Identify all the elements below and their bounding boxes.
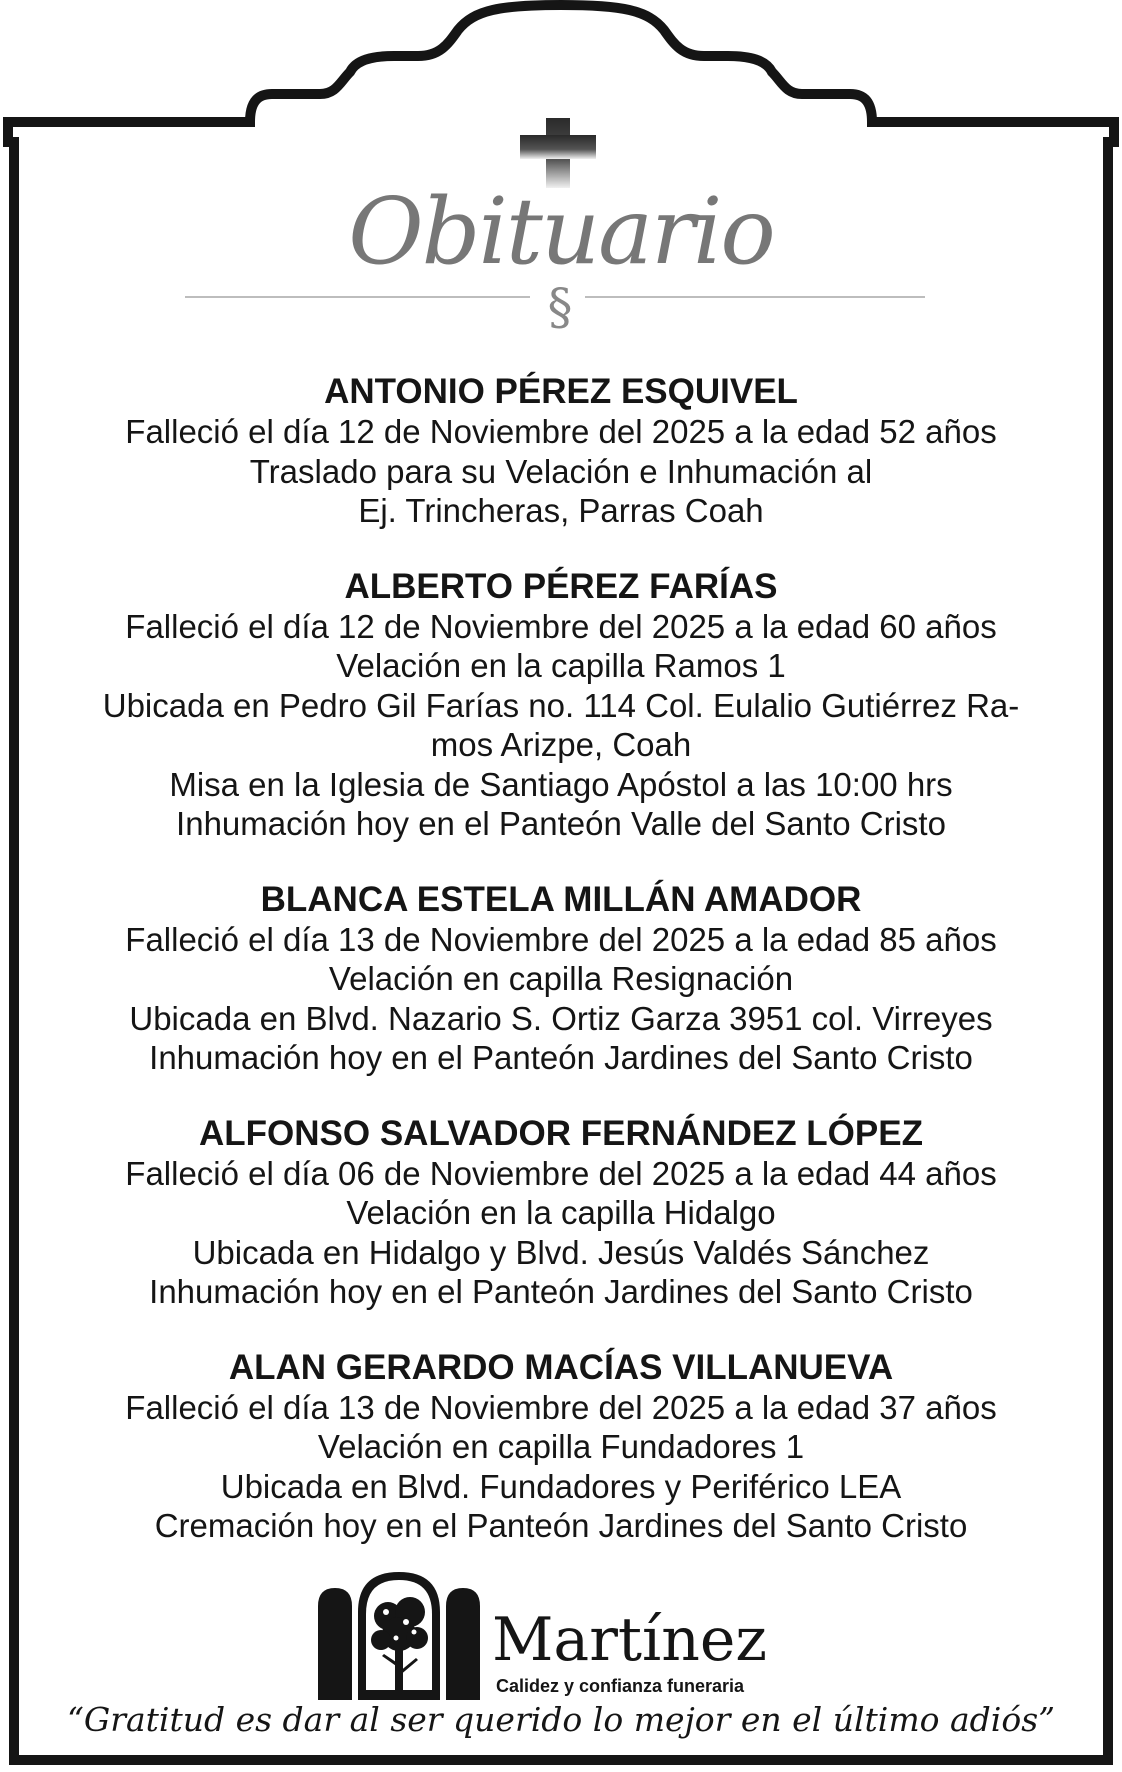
divider-right [585, 296, 925, 298]
entry-line: Ubicada en Pedro Gil Farías no. 114 Col. Eulalio Gutiérrez Ra- [102, 686, 1020, 724]
obituary-entry [40, 1348, 1082, 1546]
deceased-name: BLANCA ESTELA MILLÁN AMADOR [260, 879, 862, 919]
ornament-icon: § [547, 278, 573, 336]
brand-tagline: Calidez y confianza funeraria [496, 1676, 745, 1696]
entry-line: Misa en la Iglesia de Santiago Apóstol a las 10:00 hrs [169, 765, 953, 803]
entry-line: Inhumación hoy en el Panteón Valle del Santo Cristo [176, 805, 946, 842]
obituary-entry [40, 1114, 1082, 1312]
entry-line: Falleció el día 06 de Noviembre del 2025 a la edad 44 años [125, 1154, 997, 1192]
entry-line: Cremación hoy en el Panteón Jardines del Santo Cristo [154, 1507, 968, 1544]
deceased-name: ANTONIO PÉREZ ESQUIVEL [324, 372, 798, 411]
closing-quote: “Gratitud es dar al ser querido lo mejor en el último adiós” [66, 1700, 1056, 1739]
entry-line: Inhumación hoy en el Panteón Jardines del Santo Cristo [149, 1273, 973, 1310]
entry-line: Velación en capilla Resignación [328, 960, 794, 997]
entry-line: Falleció el día 12 de Noviembre del 2025 a la edad 60 años [125, 607, 997, 645]
entry-line: mos Arizpe, Coah [430, 726, 692, 763]
entry-line: Velación en la capilla Hidalgo [346, 1194, 776, 1231]
entry-line: Ubicada en Blvd. Nazario S. Ortiz Garza 3951 col. Virreyes [129, 999, 993, 1037]
entry-line: Traslado para su Velación e Inhumación al [249, 452, 873, 490]
entry-line: Inhumación hoy en el Panteón Jardines del Santo Cristo [149, 1039, 973, 1076]
obituary-list [40, 372, 1082, 1582]
entry-line: Ej. Trincheras, Parras Coah [358, 492, 764, 529]
entry-line: Ubicada en Blvd. Fundadores y Periférico LEA [220, 1467, 902, 1505]
obituary-entry [40, 567, 1082, 844]
divider-left [185, 296, 530, 298]
entry-line: Velación en la capilla Ramos 1 [336, 647, 786, 684]
deceased-name: ALAN GERARDO MACÍAS VILLANUEVA [228, 1347, 894, 1387]
deceased-name: ALFONSO SALVADOR FERNÁNDEZ LÓPEZ [199, 1113, 923, 1153]
deceased-name: ALBERTO PÉREZ FARÍAS [344, 566, 778, 606]
entry-line: Falleció el día 12 de Noviembre del 2025 a la edad 52 años [125, 413, 997, 450]
funeral-home-logo-icon [318, 1572, 480, 1700]
page-title: Obituario [348, 178, 774, 285]
entry-line: Ubicada en Hidalgo y Blvd. Jesús Valdés Sánchez [192, 1233, 930, 1271]
entry-line: Falleció el día 13 de Noviembre del 2025 a la edad 37 años [125, 1388, 997, 1426]
entry-line: Velación en capilla Fundadores 1 [317, 1428, 805, 1465]
entry-line: Falleció el día 13 de Noviembre del 2025 a la edad 85 años [125, 920, 997, 958]
obituary-entry [40, 372, 1082, 531]
brand-name: Martínez [492, 1605, 767, 1675]
obituary-entry [40, 880, 1082, 1078]
